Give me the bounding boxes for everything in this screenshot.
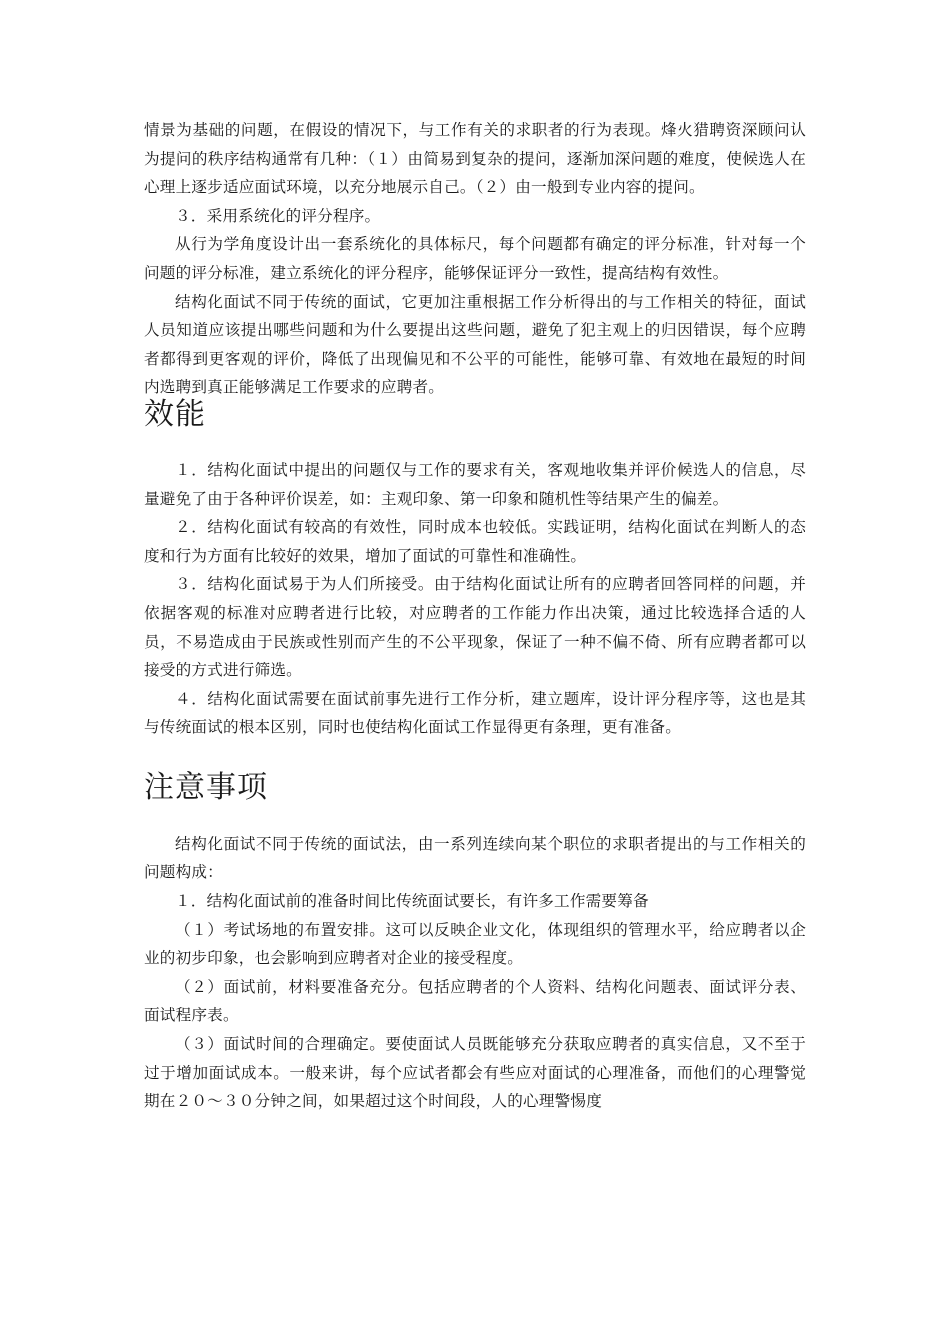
intro-paragraph-4: 结构化面试不同于传统的面试，它更加注重根据工作分析得出的与工作相关的特征，面试人员知道应该提出哪些问题和为什么要提出这些问题，避免了犯主观上的归因错误，每个应聘者都得到更客观的评价，降低了出现偏见和不公平的可能性，能够可靠、有效地在最短的时间内选聘到真正能够满足工作要求的应聘者。 — [144, 292, 806, 397]
notes-paragraph-intro: 结构化面试不同于传统的面试法，由一系列连续向某个职位的求职者提出的与工作相关的问题构成： — [144, 834, 806, 882]
notes-subitem-1: （１）考试场地的布置安排。这可以反映企业文化，体现组织的管理水平，给应聘者以企业的初步印象，也会影响到应聘者对企业的接受程度。 — [144, 920, 806, 968]
notes-subitem-3: （３）面试时间的合理确定。要使面试人员既能够充分获取应聘者的真实信息，又不至于过于增加面试成本。一般来讲，每个应试者都会有些应对面试的心理准备，而他们的心理警觉期在２０～３０分钟之间，如果超过这个时间段，人的心理警惕度 — [144, 1035, 806, 1111]
efficacy-item-4: ４．结构化面试需要在面试前事先进行工作分析，建立题库，设计评分程序等，这也是其与传统面试的根本区别，同时也使结构化面试工作显得更有条理，更有准备。 — [144, 689, 806, 737]
notes-subitem-2: （２）面试前，材料要准备充分。包括应聘者的个人资料、结构化问题表、面试评分表、面试程序表。 — [144, 977, 806, 1025]
efficacy-item-1: １．结构化面试中提出的问题仅与工作的要求有关，客观地收集并评价候选人的信息，尽量避免了由于各种评价误差，如：主观印象、第一印象和随机性等结果产生的偏差。 — [144, 460, 806, 508]
section-heading-notes: 注意事项 — [144, 769, 268, 805]
intro-paragraph-2: ３．采用系统化的评分程序。 — [175, 206, 381, 225]
section-heading-efficacy: 效能 — [144, 396, 206, 432]
document-body — [144, 116, 806, 1116]
notes-item-1: １．结构化面试前的准备时间比传统面试要长，有许多工作需要筹备 — [175, 892, 649, 911]
intro-paragraph-1: 情景为基础的问题，在假设的情况下，与工作有关的求职者的行为表现。烽火猎聘资深顾问认为提问的秩序结构通常有几种：（１）由简易到复杂的提问，逐渐加深问题的难度，使候选人在心理上逐步适应面试环境，以充分地展示自己。（２）由一般到专业内容的提问。 — [144, 121, 806, 197]
intro-paragraph-3: 从行为学角度设计出一套系统化的具体标尺，每个问题都有确定的评分标准，针对每一个问题的评分标准，建立系统化的评分程序，能够保证评分一致性，提高结构有效性。 — [144, 235, 806, 282]
efficacy-item-2: ２．结构化面试有较高的有效性，同时成本也较低。实践证明，结构化面试在判断人的态度和行为方面有比较好的效果，增加了面试的可靠性和准确性。 — [144, 518, 806, 565]
efficacy-item-3: ３．结构化面试易于为人们所接受。由于结构化面试让所有的应聘者回答同样的问题，并依据客观的标准对应聘者进行比较，对应聘者的工作能力作出决策，通过比较选择合适的人员，不易造成由于民族或性别而产生的不公平现象，保证了一种不偏不倚、所有应聘者都可以接受的方式进行筛选。 — [144, 575, 806, 680]
